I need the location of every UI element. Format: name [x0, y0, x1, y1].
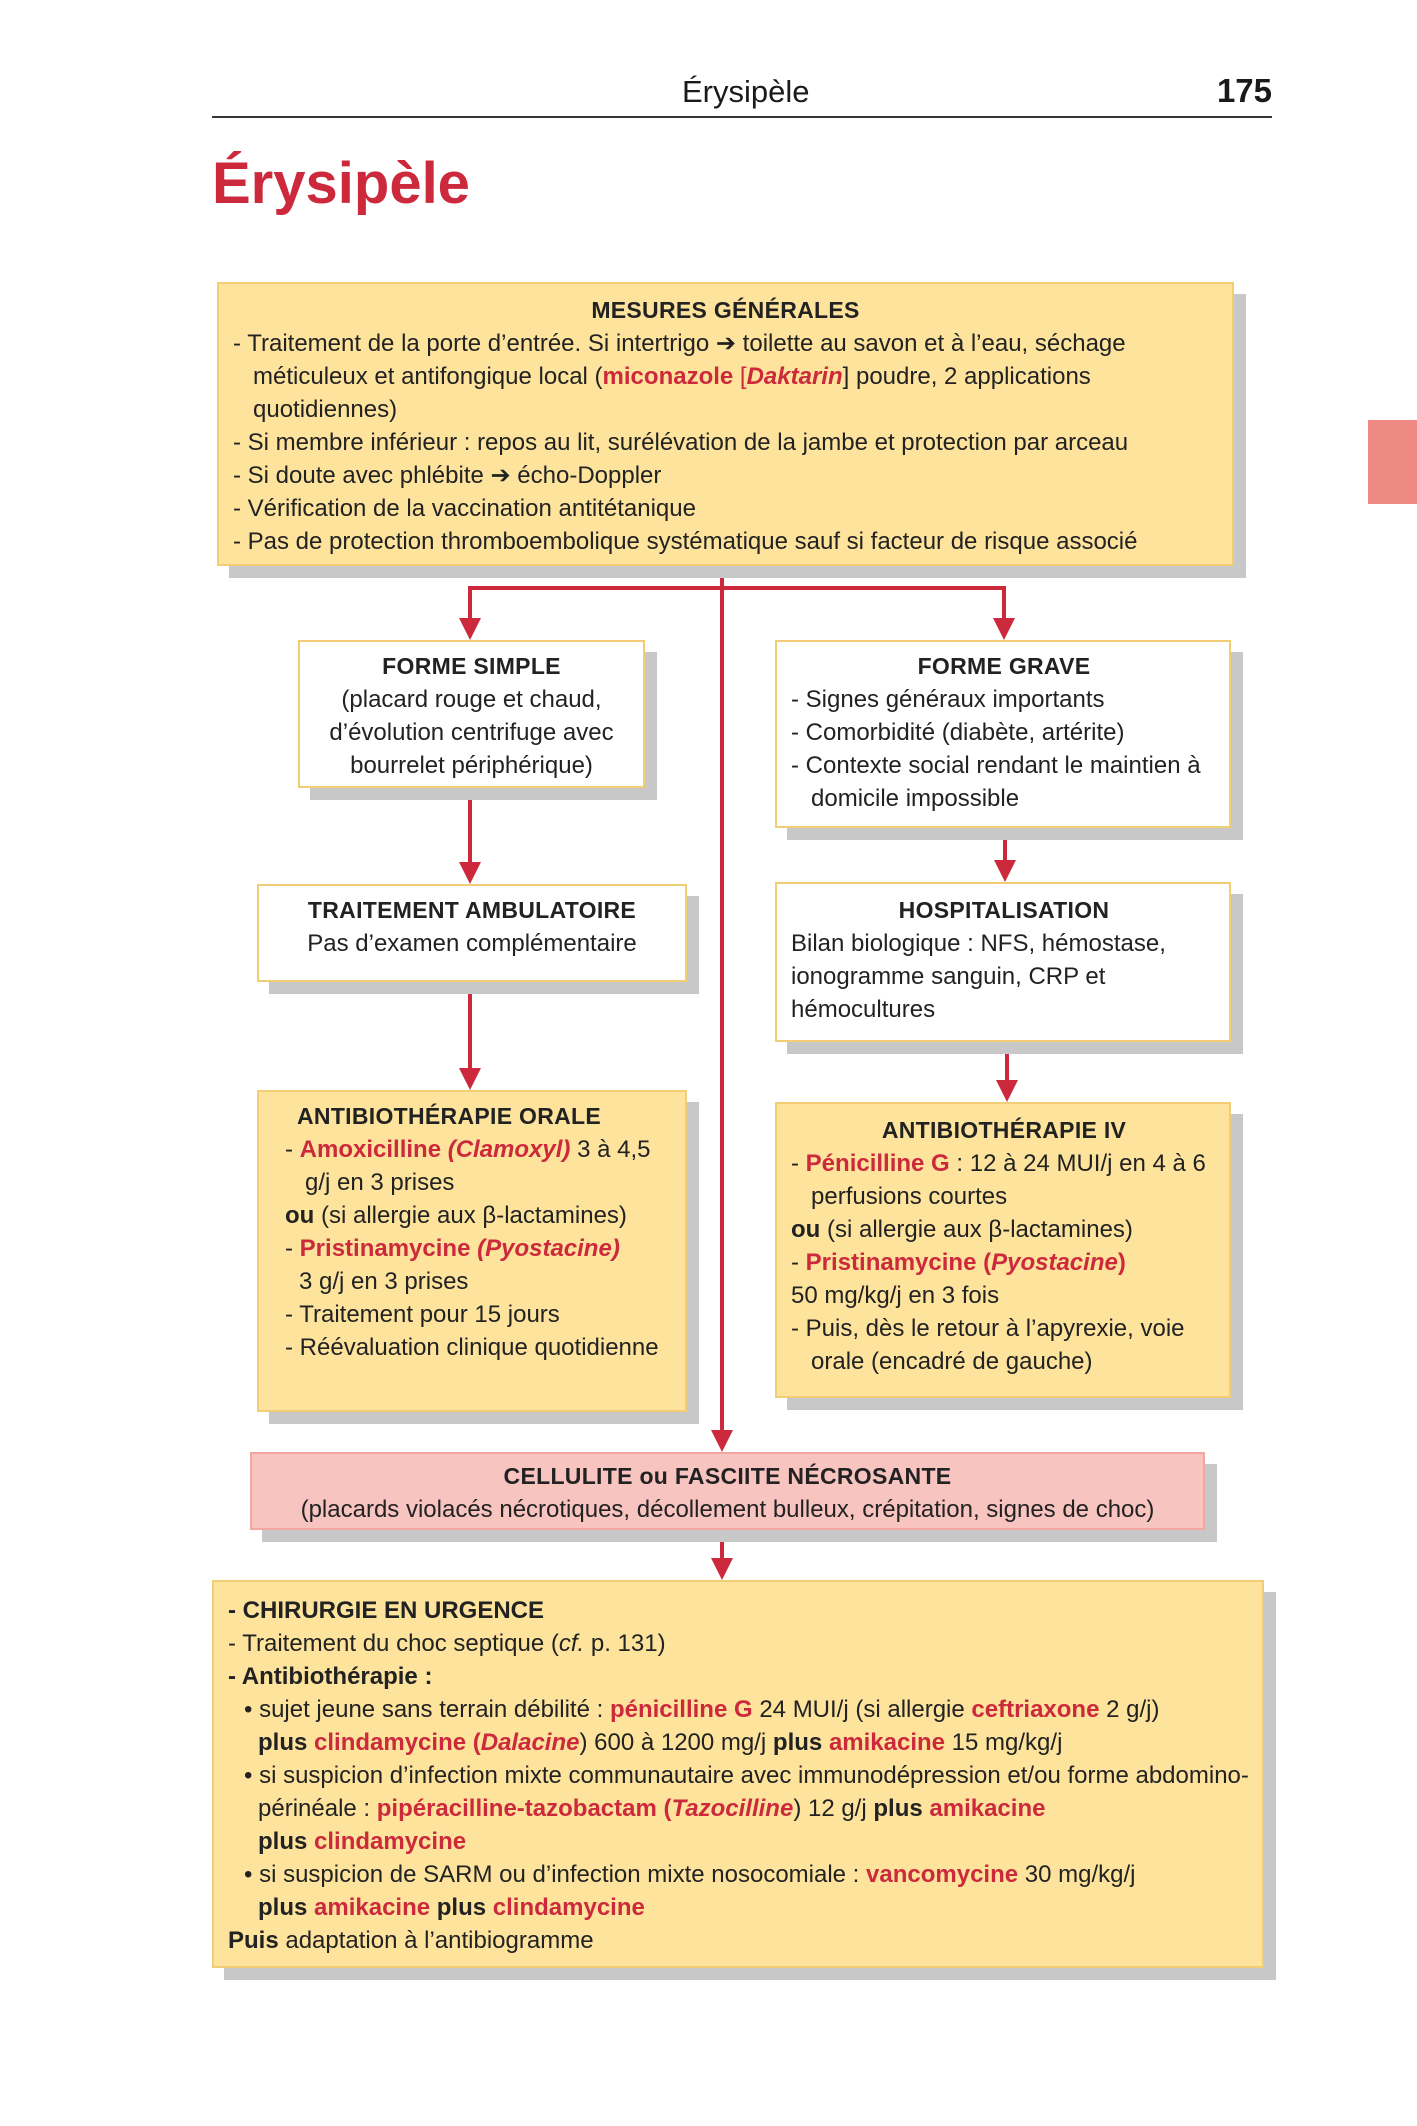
arrowhead	[459, 862, 481, 884]
arrowhead	[711, 1558, 733, 1580]
chirurgie-sujet-jeune: • sujet jeune sans terrain débilité : pénicilline G 24 MUI/j (si allergie ceftriaxone 2 g/j) plus clindamycine (Dalacine) 600 à 1200 mg/j plus amikacine 15 mg/kg/j	[244, 1696, 1160, 1756]
orale-item-reevaluation: - Réévaluation clinique quotidienne	[285, 1334, 659, 1361]
hospitalisation-text: Bilan biologique : NFS, hémostase, ionogramme sanguin, CRP et hémocultures	[791, 930, 1166, 1023]
orale-pristinamycine-dose: 3 g/j en 3 prises	[299, 1268, 469, 1295]
brand-pyostacine: Pyostacine	[991, 1249, 1118, 1276]
drug-pristinamycine: Pristinamycine	[805, 1249, 977, 1276]
drug-amoxicilline: Amoxicilline	[299, 1136, 442, 1163]
mesures-item-porte-entree: - Traitement de la porte d’entrée. Si intertrigo ➔ toilette au savon et à l’eau, séchage méticuleux et antifongique local (miconazole [Daktarin] poudre, 2 applications quotidiennes)	[233, 330, 1126, 423]
mesures-generales-box	[217, 282, 1234, 566]
arrowhead	[459, 1068, 481, 1090]
cellulite-text: (placards violacés nécrotiques, décollement bulleux, crépitation, signes de choc)	[300, 1496, 1155, 1523]
mesures-generales-title: MESURES GÉNÉRALES	[591, 297, 860, 323]
forme-grave-box	[775, 640, 1231, 828]
cellulite-box	[250, 1452, 1205, 1530]
forme-grave-item: - Contexte social rendant le maintien à domicile impossible	[791, 752, 1201, 812]
chirurgie-choc: - Traitement du choc septique (cf. p. 131)	[228, 1630, 666, 1657]
arrow-mesures-branches	[470, 588, 1004, 618]
iv-alternative: ou (si allergie aux β-lactamines)	[791, 1216, 1133, 1243]
arrowhead	[459, 618, 481, 640]
arrowhead	[993, 618, 1015, 640]
antibiotherapie-orale-title: ANTIBIOTHÉRAPIE ORALE	[297, 1103, 602, 1129]
forme-simple-title: FORME SIMPLE	[382, 653, 561, 679]
forme-simple-text: (placard rouge et chaud, d’évolution centrifuge avec bourrelet périphérique)	[329, 686, 614, 779]
brand-clamoxyl: (Clamoxyl)	[447, 1136, 571, 1163]
iv-item-relais: - Puis, dès le retour à l’apyrexie, voie orale (encadré de gauche)	[791, 1315, 1185, 1375]
forme-grave-item: - Signes généraux importants	[791, 686, 1105, 713]
antibiotherapie-iv-box	[775, 1102, 1231, 1398]
iv-item-penicilline: - Pénicilline G : 12 à 24 MUI/j en 4 à 6 perfusions courtes	[791, 1150, 1206, 1210]
cellulite-title: CELLULITE ou FASCIITE NÉCROSANTE	[503, 1463, 952, 1489]
hospitalisation-box	[775, 882, 1231, 1042]
arrowhead	[711, 1430, 733, 1452]
brand-pyostacine: (Pyostacine)	[477, 1235, 620, 1262]
arrow-right-icon: ➔	[490, 462, 511, 489]
chirurgie-title: - CHIRURGIE EN URGENCE	[228, 1597, 545, 1624]
arrow-right-icon: ➔	[715, 330, 737, 357]
chirurgie-sarm: • si suspicion de SARM ou d’infection mixte nosocomiale : vancomycine 30 mg/kg/j plus amikacine plus clindamycine	[244, 1861, 1136, 1921]
page-number: 175	[1216, 72, 1272, 109]
chirurgie-infection-communautaire: • si suspicion d’infection mixte communautaire avec immunodépression et/ou forme abdomino-périnéale : pipéracilline-tazobactam (Tazocilline) 12 g/j plus amikacine plus clindamycine	[244, 1762, 1249, 1855]
hospitalisation-title: HOSPITALISATION	[898, 897, 1110, 923]
antibiotherapie-iv-title: ANTIBIOTHÉRAPIE IV	[881, 1117, 1127, 1143]
iv-item-pristinamycine: - Pristinamycine (Pyostacine)	[791, 1249, 1126, 1276]
mesures-item-phlebite: - Si doute avec phlébite ➔ écho-Doppler	[233, 462, 662, 489]
chirurgie-adaptation: Puis adaptation à l’antibiogramme	[228, 1927, 594, 1954]
arrowhead	[994, 860, 1016, 882]
traitement-ambulatoire-title: TRAITEMENT AMBULATOIRE	[307, 897, 637, 923]
drug-pristinamycine: Pristinamycine	[299, 1235, 471, 1262]
orale-alternative: ou (si allergie aux β-lactamines)	[285, 1202, 627, 1229]
forme-grave-title: FORME GRAVE	[917, 653, 1091, 679]
forme-grave-item: - Comorbidité (diabète, artérite)	[791, 719, 1125, 746]
mesures-item-membre-inferieur: - Si membre inférieur : repos au lit, surélévation de la jambe et protection par arceau	[233, 429, 1129, 456]
chirurgie-box	[212, 1580, 1264, 1968]
forme-simple-box	[298, 640, 645, 788]
mesures-item-vaccination: - Vérification de la vaccination antitétanique	[233, 495, 696, 522]
running-title: Érysipèle	[682, 74, 810, 109]
chirurgie-antibiotherapie: - Antibiothérapie :	[228, 1663, 433, 1690]
iv-pristinamycine-dose: 50 mg/kg/j en 3 fois	[791, 1282, 1000, 1309]
orale-item-amoxicilline: - Amoxicilline (Clamoxyl) 3 à 4,5 g/j en 3 prises	[285, 1136, 651, 1196]
arrowhead	[996, 1080, 1018, 1102]
antibiotherapie-orale-box	[257, 1090, 687, 1412]
orale-item-pristinamycine: - Pristinamycine (Pyostacine)	[285, 1235, 620, 1262]
brand-daktarin: Daktarin	[746, 363, 843, 390]
chapter-title: Érysipèle	[212, 151, 470, 216]
traitement-ambulatoire-text: Pas d’examen complémentaire	[307, 930, 637, 957]
orale-item-duree: - Traitement pour 15 jours	[285, 1301, 560, 1328]
drug-penicilline-g: Pénicilline G	[805, 1150, 950, 1177]
mesures-item-thromboembolique: - Pas de protection thromboembolique systématique sauf si facteur de risque associé	[233, 528, 1138, 555]
drug-miconazole: miconazole	[602, 363, 734, 390]
traitement-ambulatoire-box	[257, 884, 687, 982]
